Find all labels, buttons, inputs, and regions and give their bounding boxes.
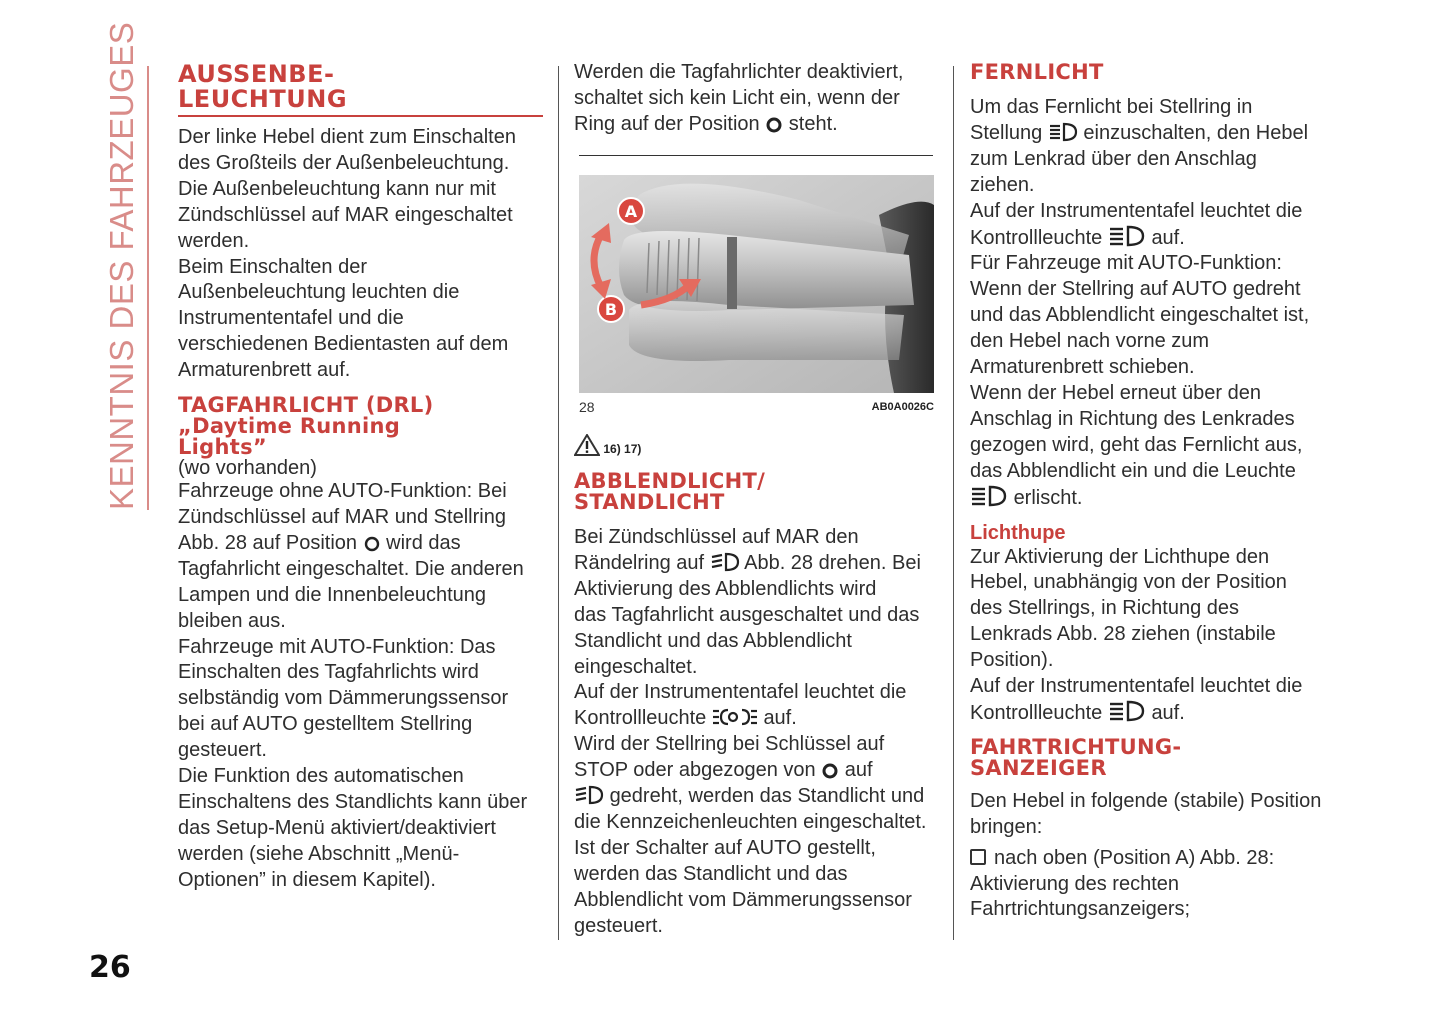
figure-label-b: B bbox=[604, 300, 618, 319]
turn-signal-text: Den Hebel in folgende (stabile) Position bringen: nach oben (Position A) Abb. 28: Aktivierung des rechten Fahrtrichtungsanzeigers; bbox=[970, 789, 1322, 921]
high-beam-text: Um das Fernlicht bei Stellring in Stellung einzuschalten, den Hebel zum Lenkrad über den Anschlag ziehen. Auf der Instrumententafel leuchtet die Kontrollleuchte auf. Für Fahrzeuge mit AUTO-Funktion: Wenn der Stellring auf AUTO gedreht und das Abblendlicht eingeschaltet ist, den Hebel nach vorne zum Armaturenbrett schieben. Wenn der Hebel erneut über den Anschlag in Richtung des Lenkrades gezogen wird, geht das Fernlicht aus, das Abblendlicht ein und die Leuchte erlischt. bbox=[970, 96, 1310, 509]
drl-note: (wo vorhanden) bbox=[178, 457, 317, 480]
figure-number: 28 bbox=[579, 399, 595, 415]
high-beam-warning-icon bbox=[970, 485, 1008, 507]
high-beam-warning-icon bbox=[1108, 700, 1146, 722]
drl-text: Fahrzeuge ohne AUTO-Funktion: Bei Zündschlüssel auf MAR und Stellring Abb. 28 auf Position wird das Tagfahrlicht eingeschaltet. Die anderen Lampen und die Innenbeleuchtung bleiben aus. Fahrzeuge mit AUTO-Funktion: Das Einschalten des Tagfahrlichts wird selbständig vom Dämmerungssensor bei auf AUTO gestelltem Stellring gesteuert. Die Funktion des automatischen Einschaltens des Standlichts kann über das Setup-Menü aktiviert/deaktiviert werden (siehe Abschnitt „Menü- Optionen” in diesem Kapitel). bbox=[178, 480, 528, 891]
heading-underline bbox=[178, 115, 543, 117]
figure-code: AB0A0026C bbox=[871, 401, 934, 413]
position-o-icon bbox=[765, 115, 783, 133]
column-divider bbox=[558, 66, 559, 940]
low-beam-icon bbox=[710, 552, 740, 572]
section-heading-low-beam: ABBLENDLICHT/ STANDLICHT bbox=[574, 469, 766, 514]
light-switch-lever-image bbox=[579, 175, 934, 393]
high-beam-icon bbox=[1048, 122, 1078, 142]
position-o-icon bbox=[363, 534, 381, 552]
warning-reference: 16) 17) bbox=[574, 434, 641, 456]
low-beam-icon bbox=[574, 785, 604, 805]
section-heading-high-beam: FERNLICHT bbox=[970, 60, 1104, 84]
warning-triangle-icon bbox=[574, 434, 600, 456]
column-3 bbox=[970, 62, 1335, 923]
column-2-lower bbox=[574, 471, 944, 940]
sidebar-rule bbox=[147, 66, 149, 510]
section-heading-turn-signals: FAHRTRICHTUNG- SANZEIGER bbox=[970, 734, 1182, 780]
high-beam-warning-icon bbox=[1108, 225, 1146, 247]
subheading-drl: TAGFAHRLICHT (DRL) „Daytime Running Lights” bbox=[178, 393, 434, 460]
figure-top-rule bbox=[579, 155, 933, 156]
intro-text: Der linke Hebel dient zum Einschalten des Großteils der Außenbeleuchtung. Die Außenbeleuchtung kann nur mit Zündschlüssel auf MAR eingeschaltet werden. Beim Einschalten der Außenbeleuchtung leuchten die Instrumententafel und die verschiedenen Bedientasten auf dem Armaturenbrett auf. bbox=[178, 126, 516, 382]
column-2: Werden die Tagfahrlichter deaktiviert, schaltet sich kein Licht ein, wenn der Ring auf der Position steht. bbox=[574, 61, 904, 135]
page-number: 26 bbox=[89, 950, 131, 985]
position-o-icon bbox=[821, 761, 839, 779]
side-lights-icon bbox=[712, 707, 758, 727]
flash-text: Zur Aktivierung der Lichthupe den Hebel, unabhängig von der Position des Stellrings, in Richtung des Lenkrads Abb. 28 ziehen (instabile Position). Auf der Instrumententafel leuchtet die Kontrollleuchte auf. bbox=[970, 545, 1303, 724]
sidebar-section-title: KENNTNIS DES FAHRZEUGES bbox=[103, 21, 140, 510]
figure-label-a: A bbox=[624, 202, 638, 221]
lever-illustration bbox=[579, 175, 934, 393]
bullet-box-icon bbox=[970, 849, 986, 865]
low-beam-text: Bei Zündschlüssel auf MAR den Rändelring auf Abb. 28 drehen. Bei Aktivierung des Abblendlichts wird das Tagfahrlicht ausgeschaltet und das Standlicht und das Abblendlicht eingeschaltet. Auf der Instrumententafel leuchtet die Kontrollleuchte auf. Wird der Stellring bei Schlüssel auf STOP oder abgezogen von auf gedreht, werden das Standlicht und die Kennzeichenleuchten eingeschaltet. Ist der Schalter auf AUTO gestellt, werden das Standlicht und das Abblendlicht vom Dämmerungssensor gesteuert. bbox=[574, 526, 927, 937]
column-1 bbox=[178, 62, 543, 894]
subheading-flash: Lichthupe bbox=[970, 521, 1066, 544]
section-heading-exterior-lights: AUSSENBE- LEUCHTUNG bbox=[178, 60, 348, 113]
column-divider bbox=[953, 66, 954, 940]
